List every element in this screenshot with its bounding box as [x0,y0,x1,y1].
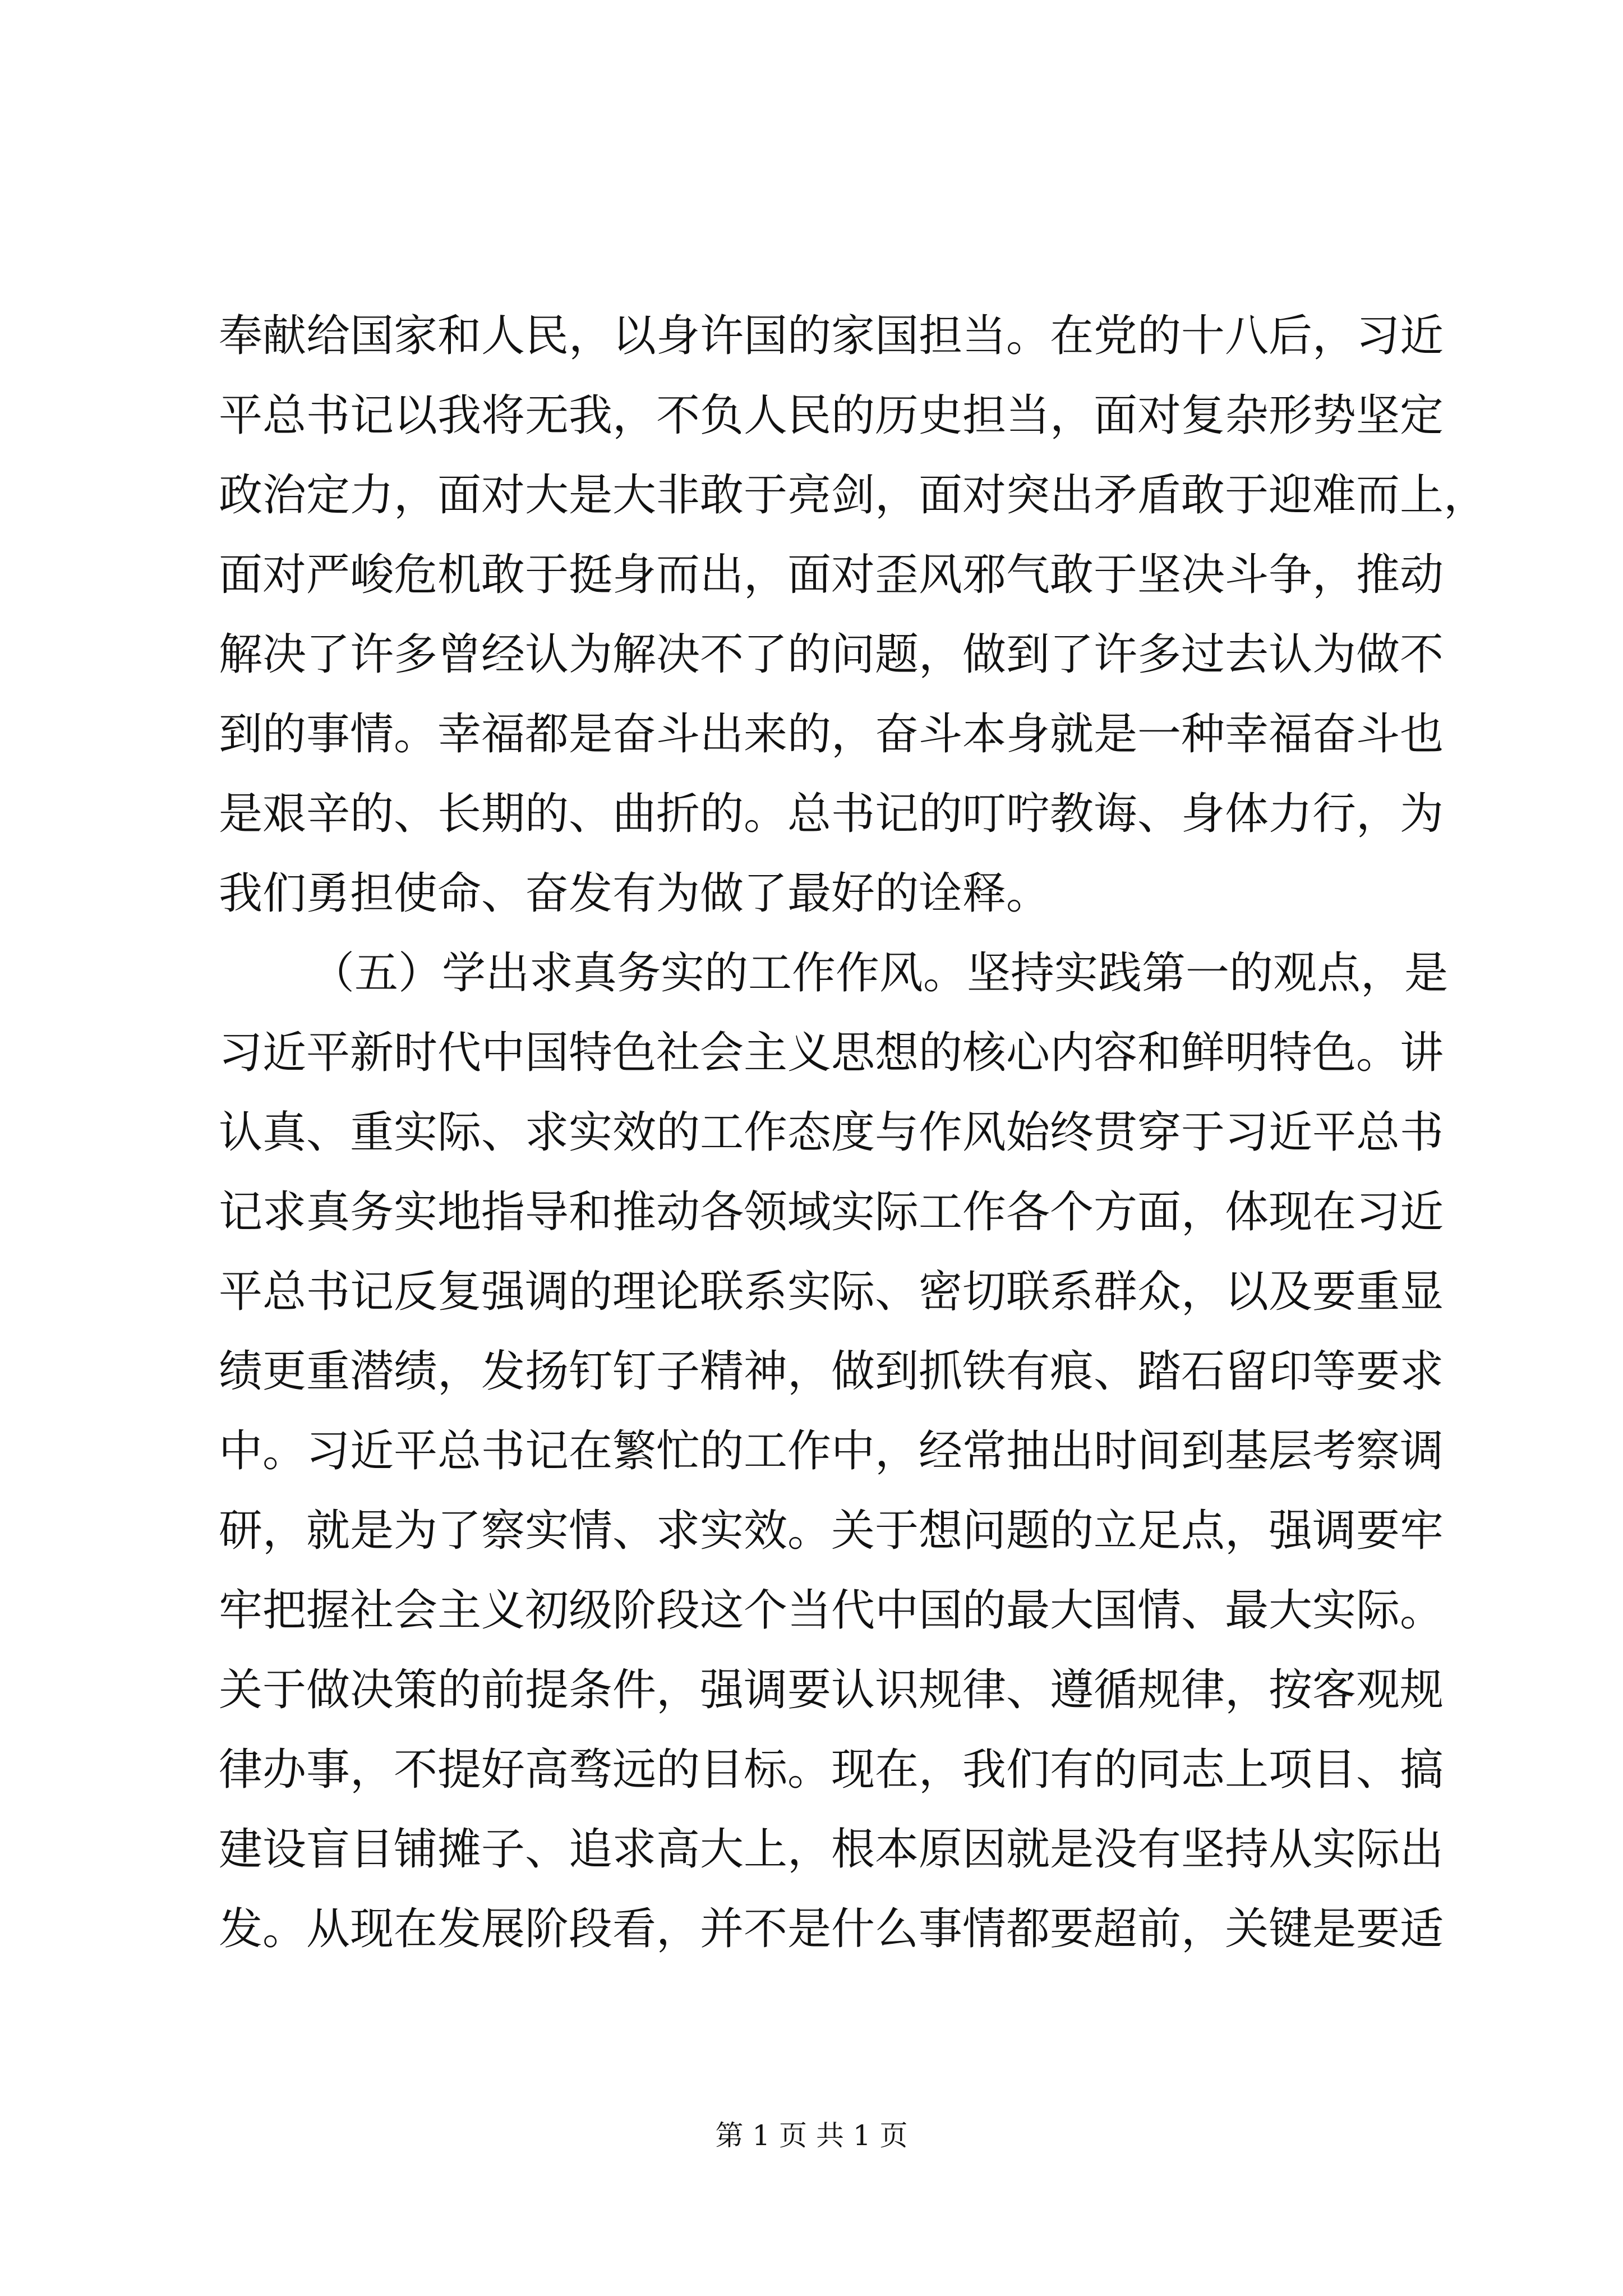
text-line: 平总书记反复强调的理论联系实际、密切联系群众，以及要重显 [219,1267,1444,1317]
text-line: 发。从现在发展阶段看，并不是什么事情都要超前，关键是要适 [219,1904,1444,1954]
text-line: 律办事，不提好高骛远的目标。现在，我们有的同志上项目、搞 [219,1745,1444,1795]
section-heading-line: （五）学出求真务实的工作作风。坚持实践第一的观点，是 [311,948,1449,999]
page-footer [0,2116,1623,2155]
text-line: 认真、重实际、求实效的工作态度与作风始终贯穿于习近平总书 [219,1107,1444,1158]
text-line: 我们勇担使命、奋发有为做了最好的诠释。 [219,868,1050,919]
text-line: 习近平新时代中国特色社会主义思想的核心内容和鲜明特色。讲 [219,1028,1444,1078]
body-text [219,296,1488,1969]
text-line: 到的事情。幸福都是奋斗出来的，奋斗本身就是一种幸福奋斗也 [219,709,1444,760]
text-line: 研，就是为了察实情、求实效。关于想问题的立足点，强调要牢 [219,1506,1444,1556]
text-line: 牢把握社会主义初级阶段这个当代中国的最大国情、最大实际。 [219,1585,1444,1636]
text-line: 建设盲目铺摊子、追求高大上，根本原因就是没有坚持从实际出 [219,1824,1444,1875]
text-line: 奉献给国家和人民，以身许国的家国担当。在党的十八后，习近 [219,311,1444,361]
text-line: 解决了许多曾经认为解决不了的问题，做到了许多过去认为做不 [219,629,1444,680]
text-line: 政治定力，面对大是大非敢于亮剑，面对突出矛盾敢于迎难而上， [219,470,1488,521]
text-line: 关于做决策的前提条件，强调要认识规律、遵循规律，按客观规 [219,1665,1444,1715]
text-line: 中。习近平总书记在繁忙的工作中，经常抽出时间到基层考察调 [219,1426,1444,1476]
text-line: 绩更重潜绩，发扬钉钉子精神，做到抓铁有痕、踏石留印等要求 [219,1346,1444,1397]
text-line: 面对严峻危机敢于挺身而出，面对歪风邪气敢于坚决斗争，推动 [219,550,1444,600]
page-number-label: 第 1 页 共 1 页 [715,2119,908,2152]
text-line: 平总书记以我将无我，不负人民的历史担当，面对复杂形势坚定 [219,390,1444,441]
text-line: 记求真务实地指导和推动各领域实际工作各个方面，体现在习近 [219,1187,1444,1237]
text-line: 是艰辛的、长期的、曲折的。总书记的叮咛教诲、身体力行，为 [219,789,1444,839]
